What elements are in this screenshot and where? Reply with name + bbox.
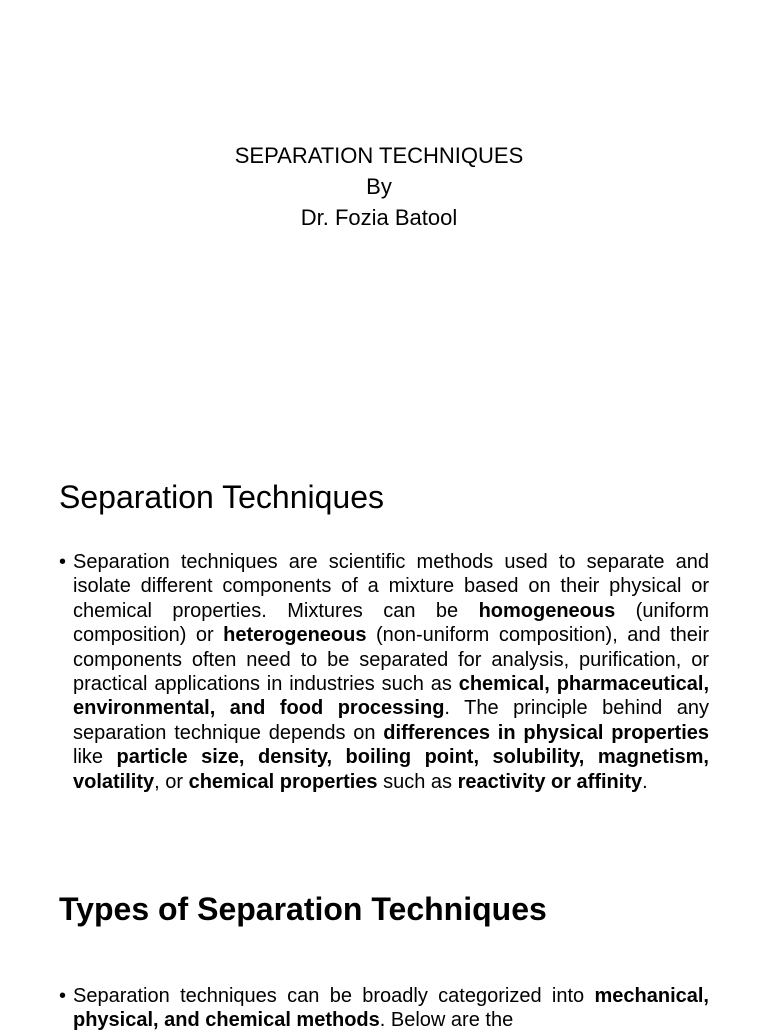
document-title: SEPARATION TECHNIQUES [234, 143, 524, 168]
emphasis-text: chemical, pharmaceutical, environmental, and food processing [73, 673, 709, 720]
emphasis-text: mechanical, physical, and chemical methods [73, 985, 709, 1032]
title-slide [0, 140, 758, 233]
emphasis-text: reactivity or affinity [457, 770, 643, 793]
text-run: . The principle behind any separation technique depends on [73, 697, 709, 744]
section-heading-separation-techniques: Separation Techniques [59, 479, 384, 515]
emphasis-text: heterogeneous [223, 624, 367, 647]
text-run: . Below are the [379, 1009, 514, 1032]
emphasis-text: homogeneous [478, 599, 616, 622]
text-run: Separation techniques can be broadly categorized into [73, 985, 595, 1007]
bullet-text [73, 550, 709, 794]
text-run: Separation techniques are scientific methods used to separate and isolate different components of a mixture based on their physical or chemical properties. Mixtures can be [73, 551, 709, 622]
bullet-text [73, 984, 709, 1033]
text-run: such as [377, 770, 458, 793]
text-run: , or [154, 770, 189, 793]
text-run: (non-uniform composition), and their components often need to be separated for analysis, purification, or practical applications in industries such as [73, 624, 709, 696]
byline-label: By [366, 174, 392, 199]
text-run: (uniform composition) or [73, 599, 710, 647]
text-run: like [73, 746, 117, 769]
bullet-item-types [59, 984, 709, 1033]
bullet-icon: • [59, 551, 67, 573]
bullet-item-definition [59, 550, 709, 794]
emphasis-text: differences in physical properties [383, 721, 709, 744]
emphasis-text: chemical properties [188, 770, 378, 793]
emphasis-text: particle size, density, boiling point, solubility, magnetism, volatility [73, 746, 709, 793]
text-run: . [642, 770, 648, 793]
author-name: Dr. Fozia Batool [300, 205, 458, 230]
section-heading-types: Types of Separation Techniques [59, 891, 547, 927]
bullet-icon: • [59, 985, 67, 1007]
